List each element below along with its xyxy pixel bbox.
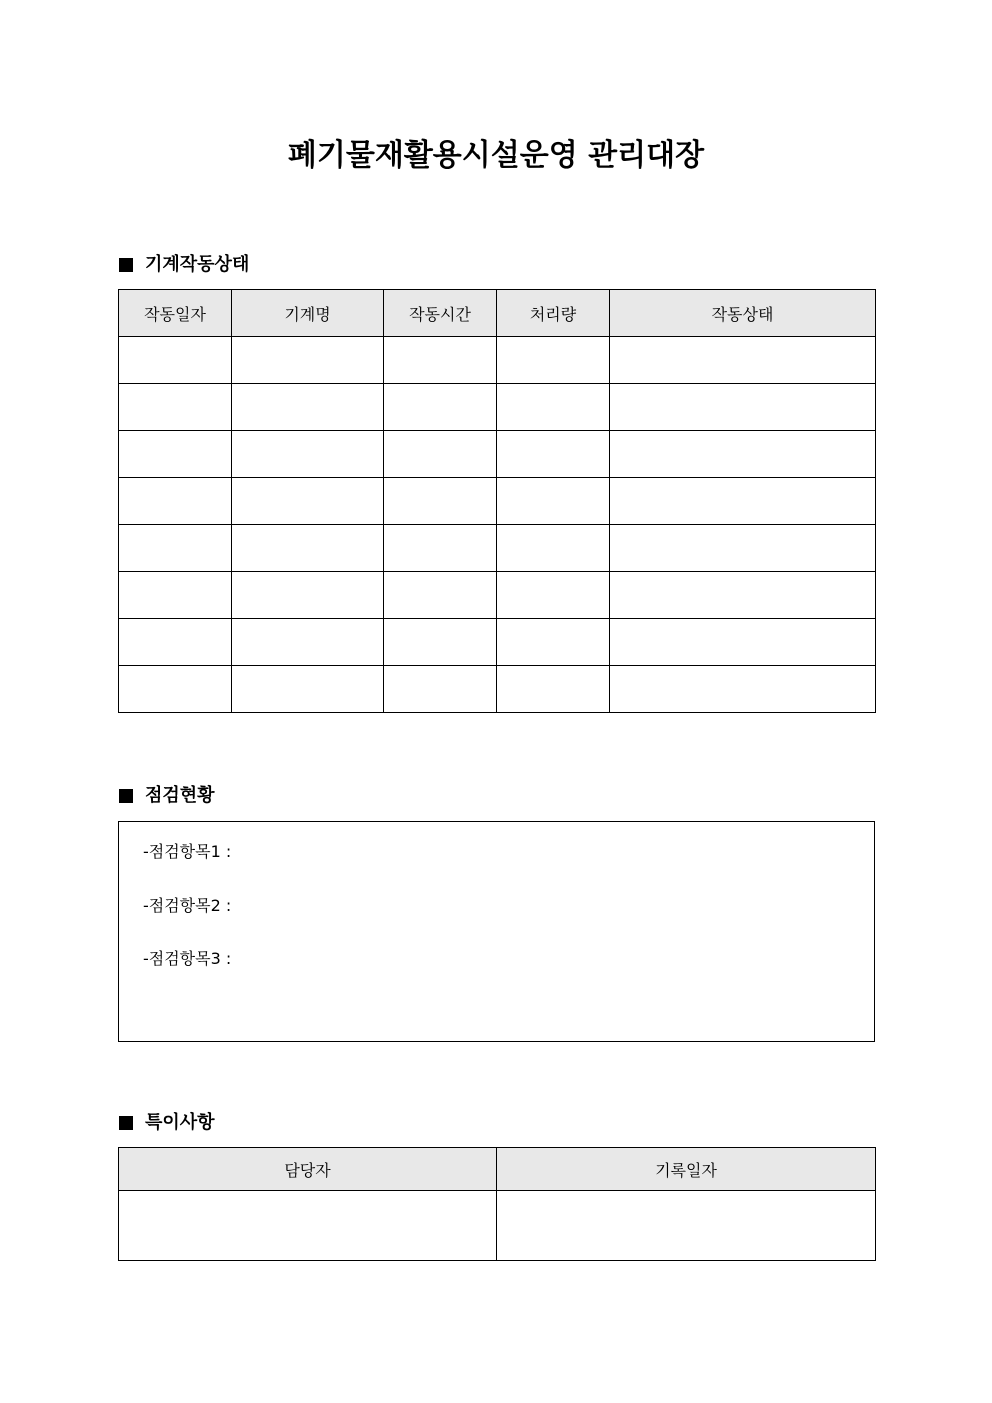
cell-operation-status[interactable] — [610, 384, 876, 431]
cell-operation-time[interactable] — [384, 431, 497, 478]
cell-throughput[interactable] — [497, 572, 610, 619]
section-title: 특이사항 — [145, 1112, 215, 1133]
table-row — [119, 572, 876, 619]
cell-operation-time[interactable] — [384, 525, 497, 572]
cell-person-in-charge[interactable] — [119, 1191, 497, 1261]
column-header-person-in-charge: 담당자 — [119, 1148, 497, 1191]
cell-machine-name[interactable] — [232, 619, 384, 666]
document-title: 폐기물재활용시설운영 관리대장 — [287, 138, 705, 173]
cell-machine-name[interactable] — [232, 525, 384, 572]
table-row — [119, 666, 876, 713]
cell-machine-name[interactable] — [232, 384, 384, 431]
cell-operation-date[interactable] — [119, 337, 232, 384]
cell-operation-status[interactable] — [610, 478, 876, 525]
table-row — [119, 525, 876, 572]
cell-throughput[interactable] — [497, 384, 610, 431]
column-header-record-date: 기록일자 — [497, 1148, 876, 1191]
black-square-bullet-icon — [119, 258, 133, 272]
cell-throughput[interactable] — [497, 619, 610, 666]
table-row — [119, 337, 876, 384]
cell-throughput[interactable] — [497, 431, 610, 478]
inspection-item-label: -점검항목1 : — [143, 842, 232, 861]
table-header-row — [119, 1148, 876, 1191]
cell-throughput[interactable] — [497, 478, 610, 525]
column-header-operation-time: 작동시간 — [384, 290, 497, 337]
machine-status-table — [118, 289, 876, 713]
cell-machine-name[interactable] — [232, 572, 384, 619]
notes-table — [118, 1147, 876, 1261]
column-header-throughput: 처리량 — [497, 290, 610, 337]
cell-operation-time[interactable] — [384, 572, 497, 619]
inspection-item-label: -점검항목2 : — [143, 896, 232, 915]
cell-operation-status[interactable] — [610, 525, 876, 572]
black-square-bullet-icon — [119, 789, 133, 803]
cell-operation-time[interactable] — [384, 384, 497, 431]
table-row — [119, 431, 876, 478]
cell-operation-status[interactable] — [610, 619, 876, 666]
column-header-machine-name: 기계명 — [232, 290, 384, 337]
cell-operation-date[interactable] — [119, 666, 232, 713]
inspection-item-1 — [143, 842, 231, 862]
section-heading-machine-status — [119, 253, 249, 277]
section-heading-inspection — [119, 784, 215, 808]
cell-operation-date[interactable] — [119, 431, 232, 478]
black-square-bullet-icon — [119, 1116, 133, 1130]
cell-operation-date[interactable] — [119, 478, 232, 525]
inspection-item-3 — [143, 949, 231, 969]
cell-operation-date[interactable] — [119, 619, 232, 666]
cell-operation-status[interactable] — [610, 337, 876, 384]
section-title: 점검현황 — [145, 785, 215, 806]
cell-machine-name[interactable] — [232, 431, 384, 478]
cell-throughput[interactable] — [497, 525, 610, 572]
cell-machine-name[interactable] — [232, 478, 384, 525]
table-row — [119, 1191, 876, 1261]
cell-operation-status[interactable] — [610, 431, 876, 478]
inspection-item-2 — [143, 896, 231, 916]
cell-record-date[interactable] — [497, 1191, 876, 1261]
cell-operation-time[interactable] — [384, 337, 497, 384]
table-row — [119, 619, 876, 666]
inspection-item-label: -점검항목3 : — [143, 949, 232, 968]
column-header-operation-date: 작동일자 — [119, 290, 232, 337]
cell-operation-time[interactable] — [384, 666, 497, 713]
section-title: 기계작동상태 — [145, 254, 250, 275]
column-header-operation-status: 작동상태 — [610, 290, 876, 337]
cell-operation-time[interactable] — [384, 619, 497, 666]
cell-machine-name[interactable] — [232, 666, 384, 713]
cell-throughput[interactable] — [497, 666, 610, 713]
section-heading-notes — [119, 1111, 215, 1135]
inspection-box[interactable] — [118, 821, 875, 1042]
cell-operation-date[interactable] — [119, 384, 232, 431]
cell-machine-name[interactable] — [232, 337, 384, 384]
cell-operation-date[interactable] — [119, 525, 232, 572]
table-row — [119, 384, 876, 431]
table-row — [119, 478, 876, 525]
cell-operation-status[interactable] — [610, 572, 876, 619]
table-header-row — [119, 290, 876, 337]
cell-operation-time[interactable] — [384, 478, 497, 525]
cell-throughput[interactable] — [497, 337, 610, 384]
cell-operation-date[interactable] — [119, 572, 232, 619]
cell-operation-status[interactable] — [610, 666, 876, 713]
